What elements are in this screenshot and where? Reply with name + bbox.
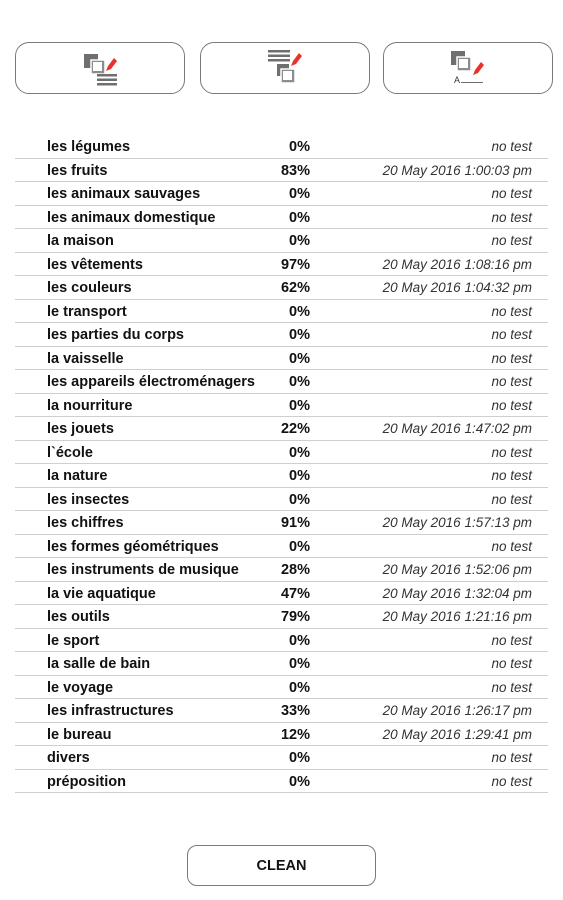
table-row[interactable] bbox=[15, 347, 548, 371]
last-test-date: 20 May 2016 1:29:41 pm bbox=[382, 726, 532, 742]
category-name: divers bbox=[47, 750, 90, 766]
score-percent: 97% bbox=[280, 256, 310, 273]
table-row[interactable] bbox=[15, 464, 548, 488]
score-percent: 28% bbox=[280, 562, 310, 578]
category-name: les couleurs bbox=[47, 280, 132, 296]
cards-to-list-button[interactable] bbox=[15, 42, 185, 94]
score-percent: 0% bbox=[289, 750, 310, 766]
table-row[interactable] bbox=[15, 723, 548, 747]
category-name: le voyage bbox=[47, 679, 114, 696]
cards-to-letter-icon bbox=[445, 48, 491, 88]
table-row[interactable] bbox=[15, 229, 548, 253]
table-row[interactable] bbox=[15, 746, 548, 770]
category-name: les infrastructures bbox=[47, 703, 174, 719]
last-test-date: 20 May 2016 1:52:06 pm bbox=[382, 562, 532, 577]
category-name: les légumes bbox=[47, 139, 131, 155]
cards-to-list-icon bbox=[80, 50, 120, 86]
table-row[interactable] bbox=[15, 417, 548, 441]
table-row[interactable] bbox=[15, 253, 548, 277]
table-row[interactable] bbox=[15, 699, 548, 723]
mode-toolbar bbox=[15, 42, 555, 94]
score-percent: 0% bbox=[289, 444, 310, 461]
table-row[interactable] bbox=[15, 135, 548, 159]
table-row[interactable] bbox=[15, 488, 548, 512]
last-test-date: no test bbox=[491, 750, 532, 765]
clean-button[interactable]: CLEAN bbox=[187, 845, 376, 886]
letter-a-glyph: A bbox=[454, 75, 461, 85]
score-percent: 33% bbox=[280, 703, 310, 719]
table-row[interactable] bbox=[15, 605, 548, 629]
table-row[interactable] bbox=[15, 558, 548, 582]
score-percent: 0% bbox=[289, 233, 310, 249]
score-percent: 0% bbox=[289, 491, 310, 508]
category-name: la vaisselle bbox=[47, 350, 124, 367]
score-percent: 0% bbox=[289, 186, 310, 202]
score-percent: 91% bbox=[280, 515, 310, 531]
table-row[interactable] bbox=[15, 300, 548, 324]
category-name: l`école bbox=[47, 444, 93, 461]
table-row[interactable] bbox=[15, 159, 548, 183]
last-test-date: no test bbox=[491, 773, 532, 789]
table-row[interactable] bbox=[15, 770, 548, 794]
last-test-date: no test bbox=[491, 139, 532, 154]
table-row[interactable] bbox=[15, 323, 548, 347]
category-name: la salle de bain bbox=[47, 656, 151, 672]
last-test-date: no test bbox=[491, 374, 532, 389]
category-name: les animaux domestique bbox=[47, 209, 216, 226]
score-percent: 0% bbox=[289, 397, 310, 414]
category-name: les fruits bbox=[47, 162, 108, 179]
last-test-date: no test bbox=[491, 468, 532, 483]
table-row[interactable] bbox=[15, 511, 548, 535]
score-percent: 0% bbox=[289, 773, 310, 790]
score-percent: 83% bbox=[280, 162, 310, 179]
table-row[interactable] bbox=[15, 394, 548, 418]
last-test-date: no test bbox=[491, 538, 532, 554]
category-name: le transport bbox=[47, 303, 127, 320]
last-test-date: no test bbox=[491, 186, 532, 201]
last-test-date: 20 May 2016 1:00:03 pm bbox=[382, 162, 532, 178]
score-percent: 0% bbox=[289, 303, 310, 320]
last-test-date: 20 May 2016 1:21:16 pm bbox=[382, 609, 532, 624]
last-test-date: 20 May 2016 1:08:16 pm bbox=[382, 256, 532, 272]
table-row[interactable] bbox=[15, 535, 548, 559]
score-percent: 12% bbox=[280, 726, 310, 743]
category-name: les appareils électroménagers bbox=[47, 374, 255, 390]
score-percent: 47% bbox=[280, 585, 310, 602]
last-test-date: no test bbox=[491, 679, 532, 695]
last-test-date: no test bbox=[491, 491, 532, 507]
score-percent: 0% bbox=[289, 632, 310, 649]
category-stats-table bbox=[15, 135, 548, 793]
category-name: les vêtements bbox=[47, 256, 143, 273]
category-name: la vie aquatique bbox=[47, 585, 156, 602]
last-test-date: no test bbox=[491, 233, 532, 248]
score-percent: 22% bbox=[280, 421, 310, 437]
score-percent: 0% bbox=[289, 538, 310, 555]
table-row[interactable] bbox=[15, 582, 548, 606]
last-test-date: no test bbox=[491, 327, 532, 342]
last-test-date: no test bbox=[491, 209, 532, 225]
category-name: les outils bbox=[47, 609, 110, 625]
category-name: le bureau bbox=[47, 726, 112, 743]
last-test-date: no test bbox=[491, 632, 532, 648]
category-name: les formes géométriques bbox=[47, 538, 219, 555]
category-name: les insectes bbox=[47, 491, 130, 508]
cards-to-letter-button[interactable] bbox=[383, 42, 553, 94]
category-name: les instruments de musique bbox=[47, 562, 239, 578]
category-name: les animaux sauvages bbox=[47, 186, 201, 202]
list-to-cards-icon bbox=[265, 47, 305, 89]
last-test-date: 20 May 2016 1:26:17 pm bbox=[382, 703, 532, 718]
score-percent: 0% bbox=[289, 656, 310, 672]
score-percent: 0% bbox=[289, 468, 310, 484]
score-percent: 79% bbox=[280, 609, 310, 625]
category-name: la nature bbox=[47, 468, 108, 484]
score-percent: 0% bbox=[289, 679, 310, 696]
category-name: les parties du corps bbox=[47, 327, 184, 343]
category-name: la nourriture bbox=[47, 397, 133, 414]
category-name: les jouets bbox=[47, 421, 114, 437]
category-name: le sport bbox=[47, 632, 100, 649]
table-row[interactable] bbox=[15, 370, 548, 394]
last-test-date: no test bbox=[491, 350, 532, 366]
score-percent: 62% bbox=[280, 280, 310, 296]
last-test-date: no test bbox=[491, 303, 532, 319]
last-test-date: 20 May 2016 1:32:04 pm bbox=[382, 585, 532, 601]
last-test-date: no test bbox=[491, 397, 532, 413]
table-row[interactable] bbox=[15, 652, 548, 676]
last-test-date: 20 May 2016 1:04:32 pm bbox=[382, 280, 532, 295]
last-test-date: no test bbox=[491, 656, 532, 671]
last-test-date: 20 May 2016 1:57:13 pm bbox=[382, 515, 532, 530]
table-row[interactable] bbox=[15, 206, 548, 230]
category-name: les chiffres bbox=[47, 515, 124, 531]
score-percent: 0% bbox=[289, 139, 310, 155]
category-name: préposition bbox=[47, 773, 126, 790]
table-row[interactable] bbox=[15, 676, 548, 700]
score-percent: 0% bbox=[289, 327, 310, 343]
score-percent: 0% bbox=[289, 374, 310, 390]
table-row[interactable] bbox=[15, 276, 548, 300]
last-test-date: no test bbox=[491, 444, 532, 460]
score-percent: 0% bbox=[289, 350, 310, 367]
table-row[interactable] bbox=[15, 182, 548, 206]
list-to-cards-button[interactable] bbox=[200, 42, 370, 94]
category-name: la maison bbox=[47, 233, 114, 249]
last-test-date: 20 May 2016 1:47:02 pm bbox=[382, 421, 532, 436]
table-row[interactable] bbox=[15, 441, 548, 465]
table-row[interactable] bbox=[15, 629, 548, 653]
score-percent: 0% bbox=[289, 209, 310, 226]
